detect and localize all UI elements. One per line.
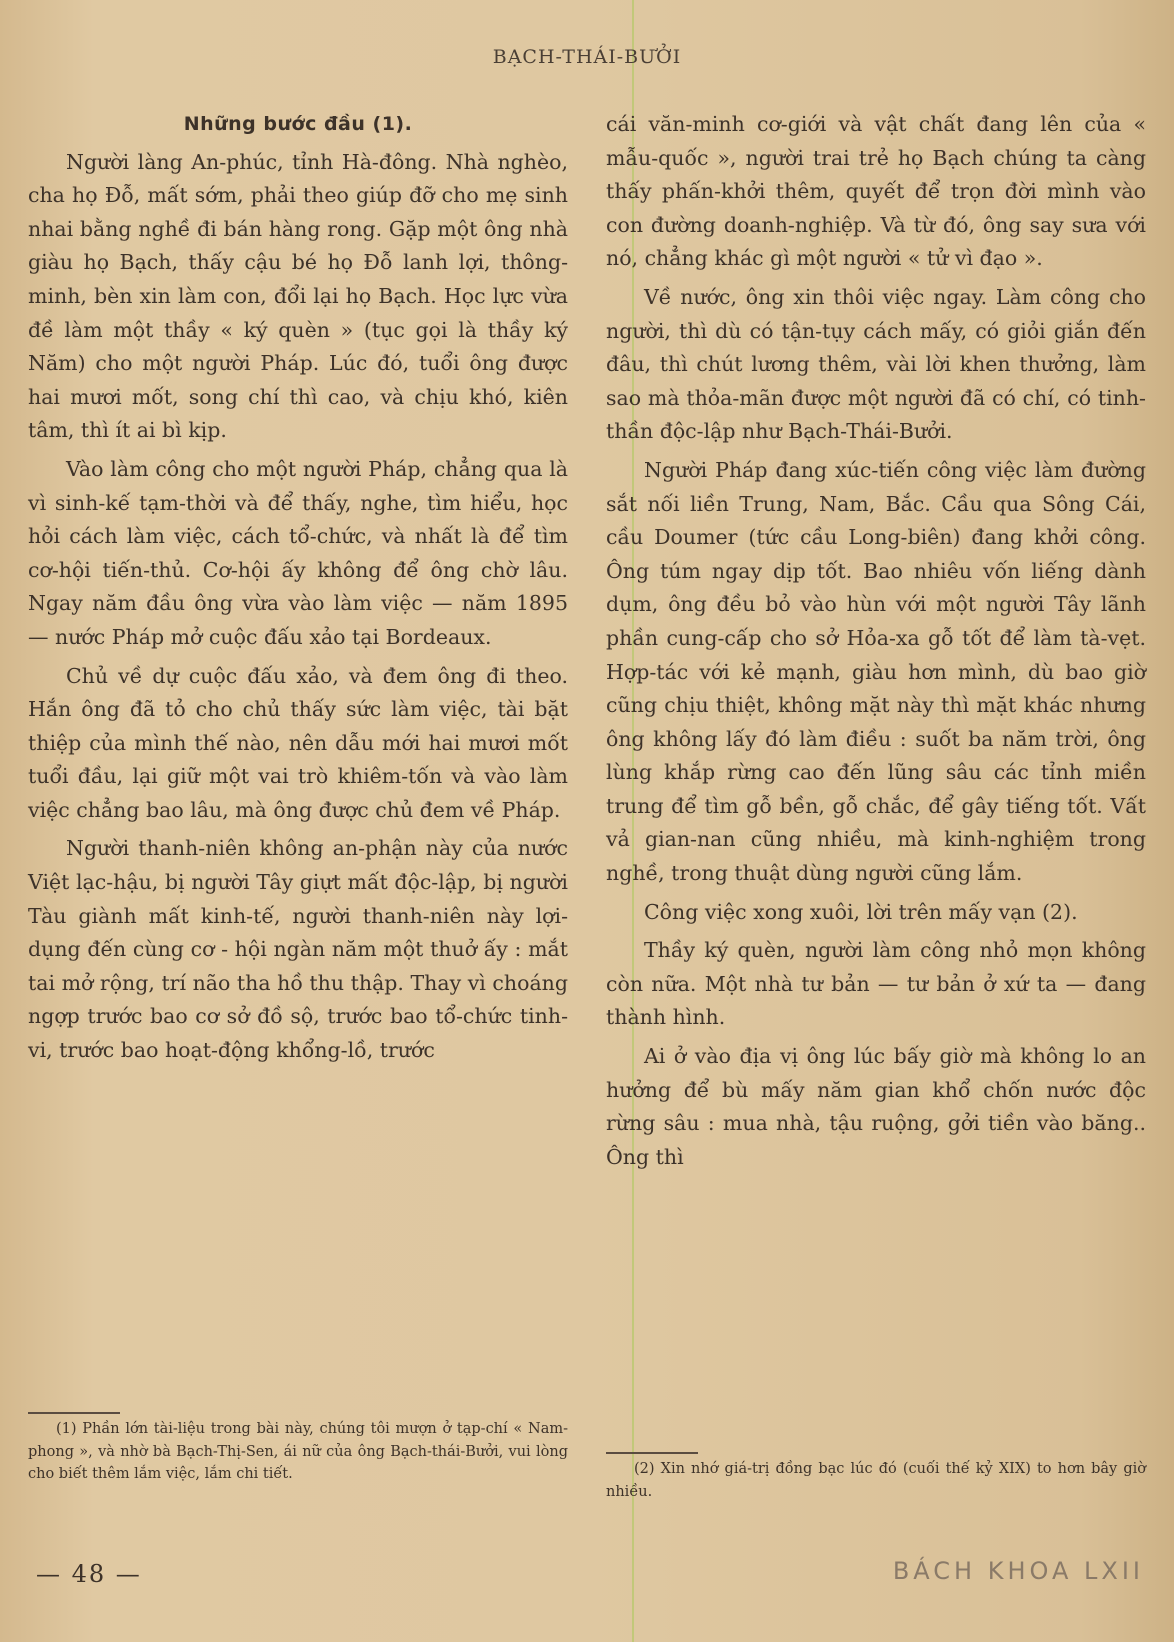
- running-header: BẠCH-THÁI-BƯỞI: [492, 46, 682, 68]
- footnote-divider: [28, 1412, 120, 1414]
- paragraph: Ai ở vào địa vị ông lúc bấy giờ mà không lo an hưởng để bù mấy năm gian khổ chốn nước độc rừng sâu : mua nhà, tậu ruộng, gởi tiền vào băng.. Ông thì: [606, 1044, 1146, 1169]
- footnote-text: (2) Xin nhớ giá-trị đồng bạc lúc đó (cuối thế kỷ XIX) to hơn bây giờ nhiều.: [606, 1461, 1146, 1500]
- page-number: — 48 —: [36, 1560, 142, 1588]
- footnote-divider: [606, 1452, 698, 1454]
- footnote-text: (1) Phần lớn tài-liệu trong bài này, chúng tôi mượn ở tạp-chí « Nam-phong », và nhờ bà Bạch-Thị-Sen, ái nữ của ông Bạch-thái-Bưởi, vui lòng cho biết thêm lắm việc, lắm chi tiết.: [28, 1421, 568, 1482]
- footnote-1: [28, 1418, 568, 1486]
- paragraph: Vào làm công cho một người Pháp, chẳng qua là vì sinh-kế tạm-thời và để thấy, nghe, tìm hiểu, học hỏi cách làm việc, cách tổ-chức, và nhất là để tìm cơ-hội tiến-thủ. Cơ-hội ấy không để ông chờ lâu. Ngay năm đầu ông vừa vào làm việc — năm 1895 — nước Pháp mở cuộc đấu xảo tại Bordeaux.: [28, 456, 568, 649]
- paragraph: Người Pháp đang xúc-tiến công việc làm đường sắt nối liền Trung, Nam, Bắc. Cầu qua Sông Cái, cầu Doumer (tức cầu Long-biên) đang khởi công. Ông túm ngay dịp tốt. Bao nhiêu vốn liếng dành dụm, ông đều bỏ vào hùn với một người Tây lãnh phần cung-cấp cho sở Hỏa-xa gỗ tốt để làm tà-vẹt. Hợp-tác với kẻ mạnh, giàu hơn mình, dù bao giờ cũng chịu thiệt, không mặt này thì mặt khác nhưng ông không lấy đó làm điều : suốt ba năm trời, ông lùng khắp rừng cao đến lũng sâu các tỉnh miền trung để tìm gỗ bền, gỗ chắc, để gây tiếng tốt. Vất vả gian-nan cũng nhiều, mà kinh-nghiệm trong nghề, trong thuật dùng người cũng lắm.: [606, 457, 1146, 886]
- paragraph: Người thanh-niên không an-phận này của nước Việt lạc-hậu, bị người Tây giựt mất độc-lập, bị người Tàu giành mất kinh-tế, người thanh-niên này lợi-dụng đến cùng cơ - hội ngàn năm một thuở ấy : mắt tai mở rộng, trí não tha hồ thu thập. Thay vì choáng ngợp trước bao cơ sở đồ sộ, trước bao tổ-chức tinh-vi, trước bao hoạt-động khổng-lồ, trước: [28, 836, 568, 1063]
- section-title: Những bước đầu (1).: [183, 113, 413, 135]
- paragraph: Về nước, ông xin thôi việc ngay. Làm công cho người, thì dù có tận-tụy cách mấy, có giỏi giắn đến đâu, thì chút lương thêm, vài lời khen thưởng, làm sao mà thỏa-mãn được một người đã có chí, có tinh-thần độc-lập như Bạch-Thái-Bưởi.: [606, 284, 1146, 444]
- paragraph: Chủ về dự cuộc đấu xảo, và đem ông đi theo. Hắn ông đã tỏ cho chủ thấy sức làm việc, tài bặt thiệp của mình thế nào, nên dẫu mới hai mươi mốt tuổi đầu, lại giữ một vai trò khiêm-tốn và vào làm việc chẳng bao lâu, mà ông được chủ đem về Pháp.: [28, 663, 568, 822]
- paragraph: Thầy ký quèn, người làm công nhỏ mọn không còn nữa. Một nhà tư bản — tư bản ở xứ ta — đang thành hình.: [606, 938, 1146, 1030]
- right-column: [606, 108, 1146, 1179]
- left-column: [28, 108, 568, 1073]
- paragraph: Người làng An-phúc, tỉnh Hà-đông. Nhà nghèo, cha họ Đỗ, mất sớm, phải theo giúp đỡ cho mẹ sinh nhai bằng nghề đi bán hàng rong. Gặp một ông nhà giàu họ Bạch, thấy cậu bé họ Đỗ lanh lợi, thông-minh, bèn xin làm con, đổi lại họ Bạch. Học lực vừa đề làm một thầy « ký quèn » (tục gọi là thầy ký Năm) cho một người Pháp. Lúc đó, tuổi ông được hai mươi mốt, song chí thì cao, và chịu khó, kiên tâm, thì ít ai bì kịp.: [28, 149, 568, 443]
- paragraph: Công việc xong xuôi, lời trên mấy vạn (2).: [644, 899, 1078, 924]
- paragraph: cái văn-minh cơ-giới và vật chất đang lên của « mẫu-quốc », người trai trẻ họ Bạch chúng ta càng thấy phấn-khởi thêm, quyết để trọn đời mình vào con đường doanh-nghiệp. Và từ đó, ông say sưa với nó, chẳng khác gì một người « tử vì đạo ».: [606, 112, 1146, 271]
- footnote-2: [606, 1458, 1146, 1503]
- magazine-name: BÁCH KHOA LXII: [892, 1557, 1144, 1585]
